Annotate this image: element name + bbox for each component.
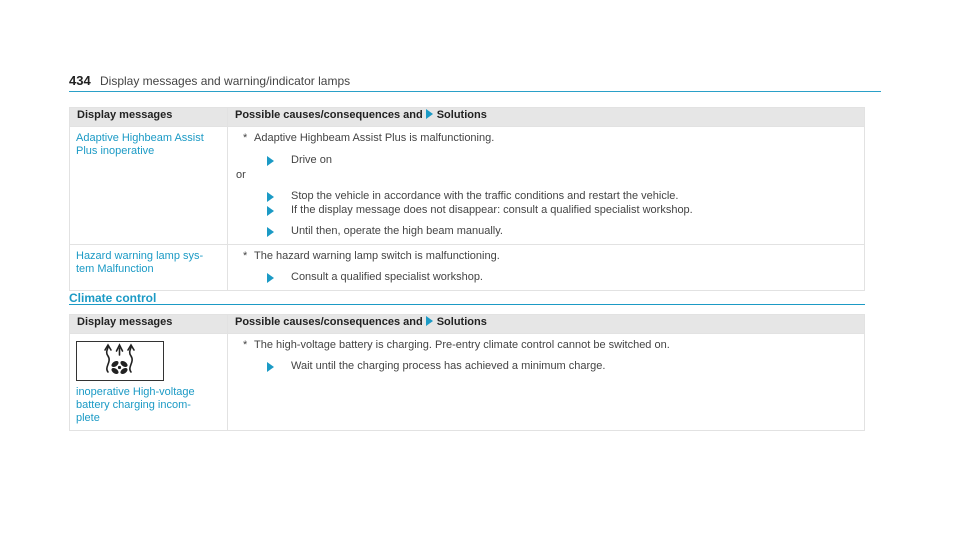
solution-arrow-icon bbox=[267, 227, 274, 237]
display-message-line: Plus inoperative bbox=[76, 145, 155, 157]
cause-label: The high-voltage battery is charging. Pre-entry climate control cannot be switched on. bbox=[254, 339, 670, 351]
table-header-row bbox=[70, 315, 865, 334]
solution-step-text: Stop the vehicle in accordance with the traffic conditions and restart the vehicle. bbox=[291, 190, 679, 202]
solution-step bbox=[254, 204, 856, 217]
solution-step bbox=[254, 154, 856, 167]
column-header-causes-text: Possible causes/consequences and bbox=[235, 109, 423, 121]
causes-solutions-cell bbox=[228, 127, 865, 245]
display-message-line: Hazard warning lamp sys- bbox=[76, 250, 204, 262]
causes-solutions-cell bbox=[228, 334, 865, 431]
column-header-causes-solutions bbox=[228, 315, 865, 334]
solution-arrow-icon bbox=[267, 156, 274, 166]
climate-heating-fan-icon-graphic bbox=[77, 342, 162, 379]
display-messages-table-climate bbox=[69, 314, 865, 431]
solution-step-text: Drive on bbox=[291, 154, 332, 166]
display-message-cell bbox=[70, 245, 228, 291]
solution-arrow-icon bbox=[267, 273, 274, 283]
solution-step-text: Consult a qualified specialist workshop. bbox=[291, 271, 483, 283]
or-text: or bbox=[236, 169, 246, 181]
solution-arrow-icon bbox=[267, 192, 274, 202]
page-title: Display messages and warning/indicator lamps bbox=[100, 74, 351, 88]
solution-step-text: Until then, operate the high beam manually. bbox=[291, 225, 503, 237]
cause-label: Adaptive Highbeam Assist Plus is malfunctioning. bbox=[254, 132, 495, 144]
cause-text bbox=[243, 339, 856, 352]
solution-step-text: Wait until the charging process has achieved a minimum charge. bbox=[291, 360, 606, 372]
column-header-causes-solutions bbox=[228, 108, 865, 127]
cause-text bbox=[243, 250, 856, 263]
column-header-solutions-text: Solutions bbox=[436, 109, 487, 121]
display-message-line: Adaptive Highbeam Assist bbox=[76, 132, 204, 144]
solution-step bbox=[254, 271, 856, 284]
page-header bbox=[69, 73, 881, 92]
climate-heating-fan-icon bbox=[76, 341, 164, 381]
cause-star: * bbox=[243, 132, 248, 144]
section-title-climate-control: Climate control bbox=[69, 291, 865, 305]
cause-label: The hazard warning lamp switch is malfunctioning. bbox=[254, 250, 500, 262]
cause-text bbox=[243, 132, 856, 145]
column-header-causes-text: Possible causes/consequences and bbox=[235, 316, 423, 328]
solution-arrow-icon bbox=[426, 316, 433, 326]
display-message-cell bbox=[70, 334, 228, 431]
page-number: 434 bbox=[69, 73, 91, 88]
display-messages-table-lighting bbox=[69, 107, 865, 291]
cause-star: * bbox=[243, 339, 248, 351]
display-message-line: plete bbox=[76, 412, 100, 424]
solution-step bbox=[254, 225, 856, 238]
solution-step bbox=[254, 190, 856, 203]
table-row bbox=[70, 127, 865, 245]
display-message-line: tem Malfunction bbox=[76, 263, 154, 275]
table-row bbox=[70, 334, 865, 431]
column-header-display-messages: Display messages bbox=[70, 108, 228, 127]
solution-step bbox=[254, 360, 856, 373]
solution-arrow-icon bbox=[426, 109, 433, 119]
causes-solutions-cell bbox=[228, 245, 865, 291]
solution-arrow-icon bbox=[267, 362, 274, 372]
cause-star: * bbox=[243, 250, 248, 262]
table-header-row bbox=[70, 108, 865, 127]
display-message-line: battery charging incom- bbox=[76, 399, 191, 411]
column-header-display-messages: Display messages bbox=[70, 315, 228, 334]
column-header-solutions-text: Solutions bbox=[436, 316, 487, 328]
solution-step-text: If the display message does not disappear: consult a qualified specialist workshop. bbox=[291, 204, 693, 216]
display-message-cell bbox=[70, 127, 228, 245]
table-row bbox=[70, 245, 865, 291]
solution-arrow-icon bbox=[267, 206, 274, 216]
display-message-line: inoperative High-voltage bbox=[76, 386, 195, 398]
